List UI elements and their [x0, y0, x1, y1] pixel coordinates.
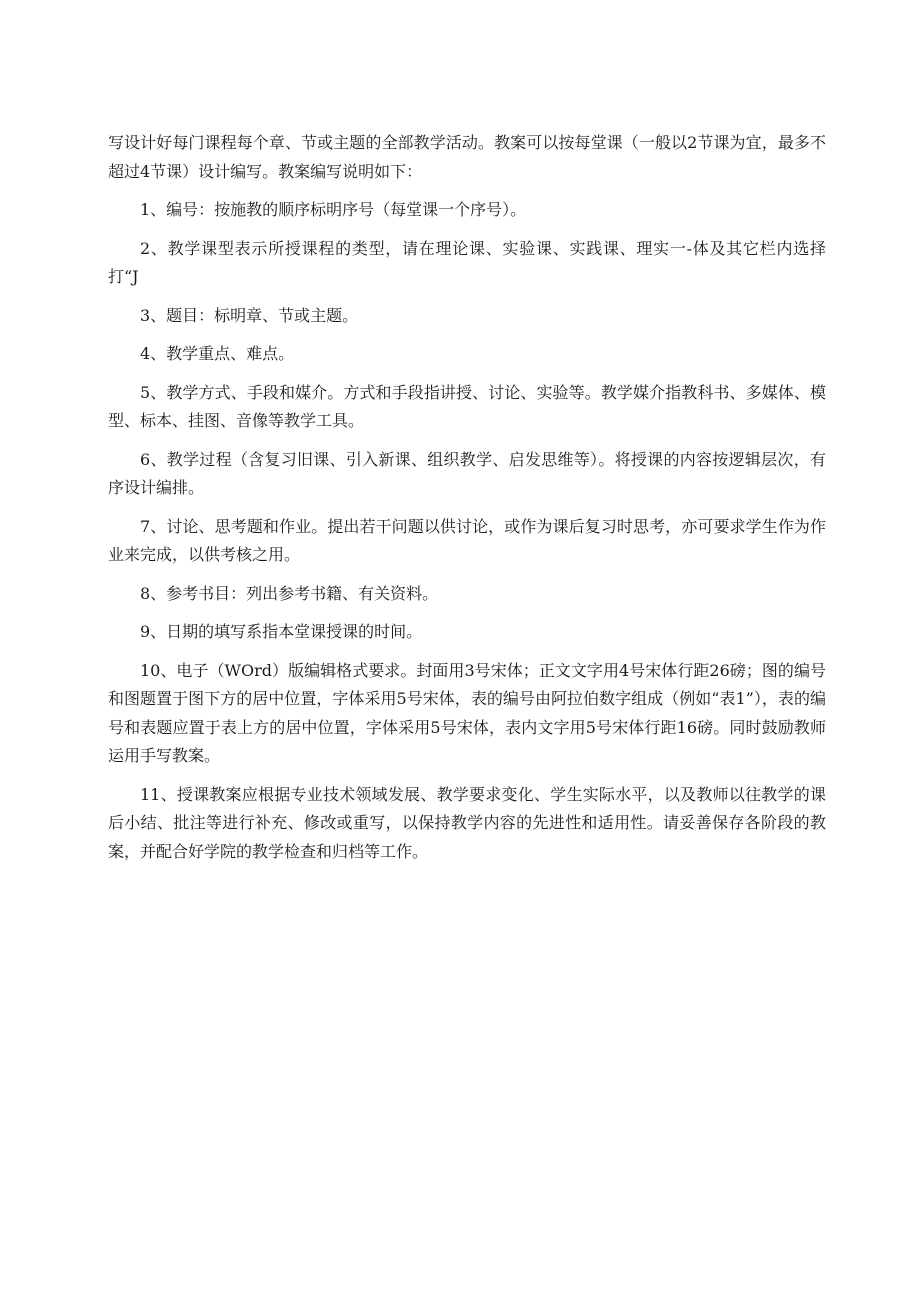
instruction-item-11: 11、授课教案应根据专业技术领域发展、教学要求变化、学生实际水平，以及教师以往教学的课后小结、批注等进行补充、修改或重写，以保持教学内容的先进性和适用性。请妥善保存各阶段的教案，并配合好学院的教学检查和归档等工作。 — [108, 784, 826, 861]
document-body — [108, 129, 826, 876]
instruction-item-7: 7、讨论、思考题和作业。提出若干问题以供讨论，或作为课后复习时思考，亦可要求学生作为作业来完成，以供考核之用。 — [108, 516, 826, 564]
instruction-item-10: 10、电子（WOrd）版编辑格式要求。封面用3号宋体；正文文字用4号宋体行距26磅；图的编号和图题置于图下方的居中位置，字体采用5号宋体，表的编号由阿拉伯数字组成（例如“表1”），表的编号和表题应置于表上方的居中位置，字体采用5号宋体，表内文字用5号宋体行距16磅。同时鼓励教师运用手写教案。 — [108, 660, 826, 765]
instruction-item-4: 4、教学重点、难点。 — [140, 344, 295, 363]
instruction-item-1: 1、编号：按施教的顺序标明序号（每堂课一个序号）。 — [140, 200, 527, 219]
intro-paragraph: 写设计好每门课程每个章、节或主题的全部教学活动。教案可以按每堂课（一般以2节课为宜，最多不超过4节课）设计编写。教案编写说明如下： — [108, 133, 826, 181]
instruction-item-5: 5、教学方式、手段和媒介。方式和手段指讲授、讨论、实验等。教学媒介指教科书、多媒体、模型、标本、挂图、音像等教学工具。 — [108, 382, 826, 430]
instruction-item-8: 8、参考书目：列出参考书籍、有关资料。 — [140, 583, 439, 603]
instruction-item-6: 6、教学过程（含复习旧课、引入新课、组织教学、启发思维等）。将授课的内容按逻辑层次，有序设计编排。 — [108, 449, 826, 497]
instruction-item-3: 3、题目：标明章、节或主题。 — [140, 305, 359, 325]
instruction-item-9: 9、日期的填写系指本堂课授课的时间。 — [140, 622, 423, 641]
instruction-item-2: 2、教学课型表示所授课程的类型，请在理论课、实验课、实践课、理实一-体及其它栏内选择打“J — [108, 238, 826, 286]
